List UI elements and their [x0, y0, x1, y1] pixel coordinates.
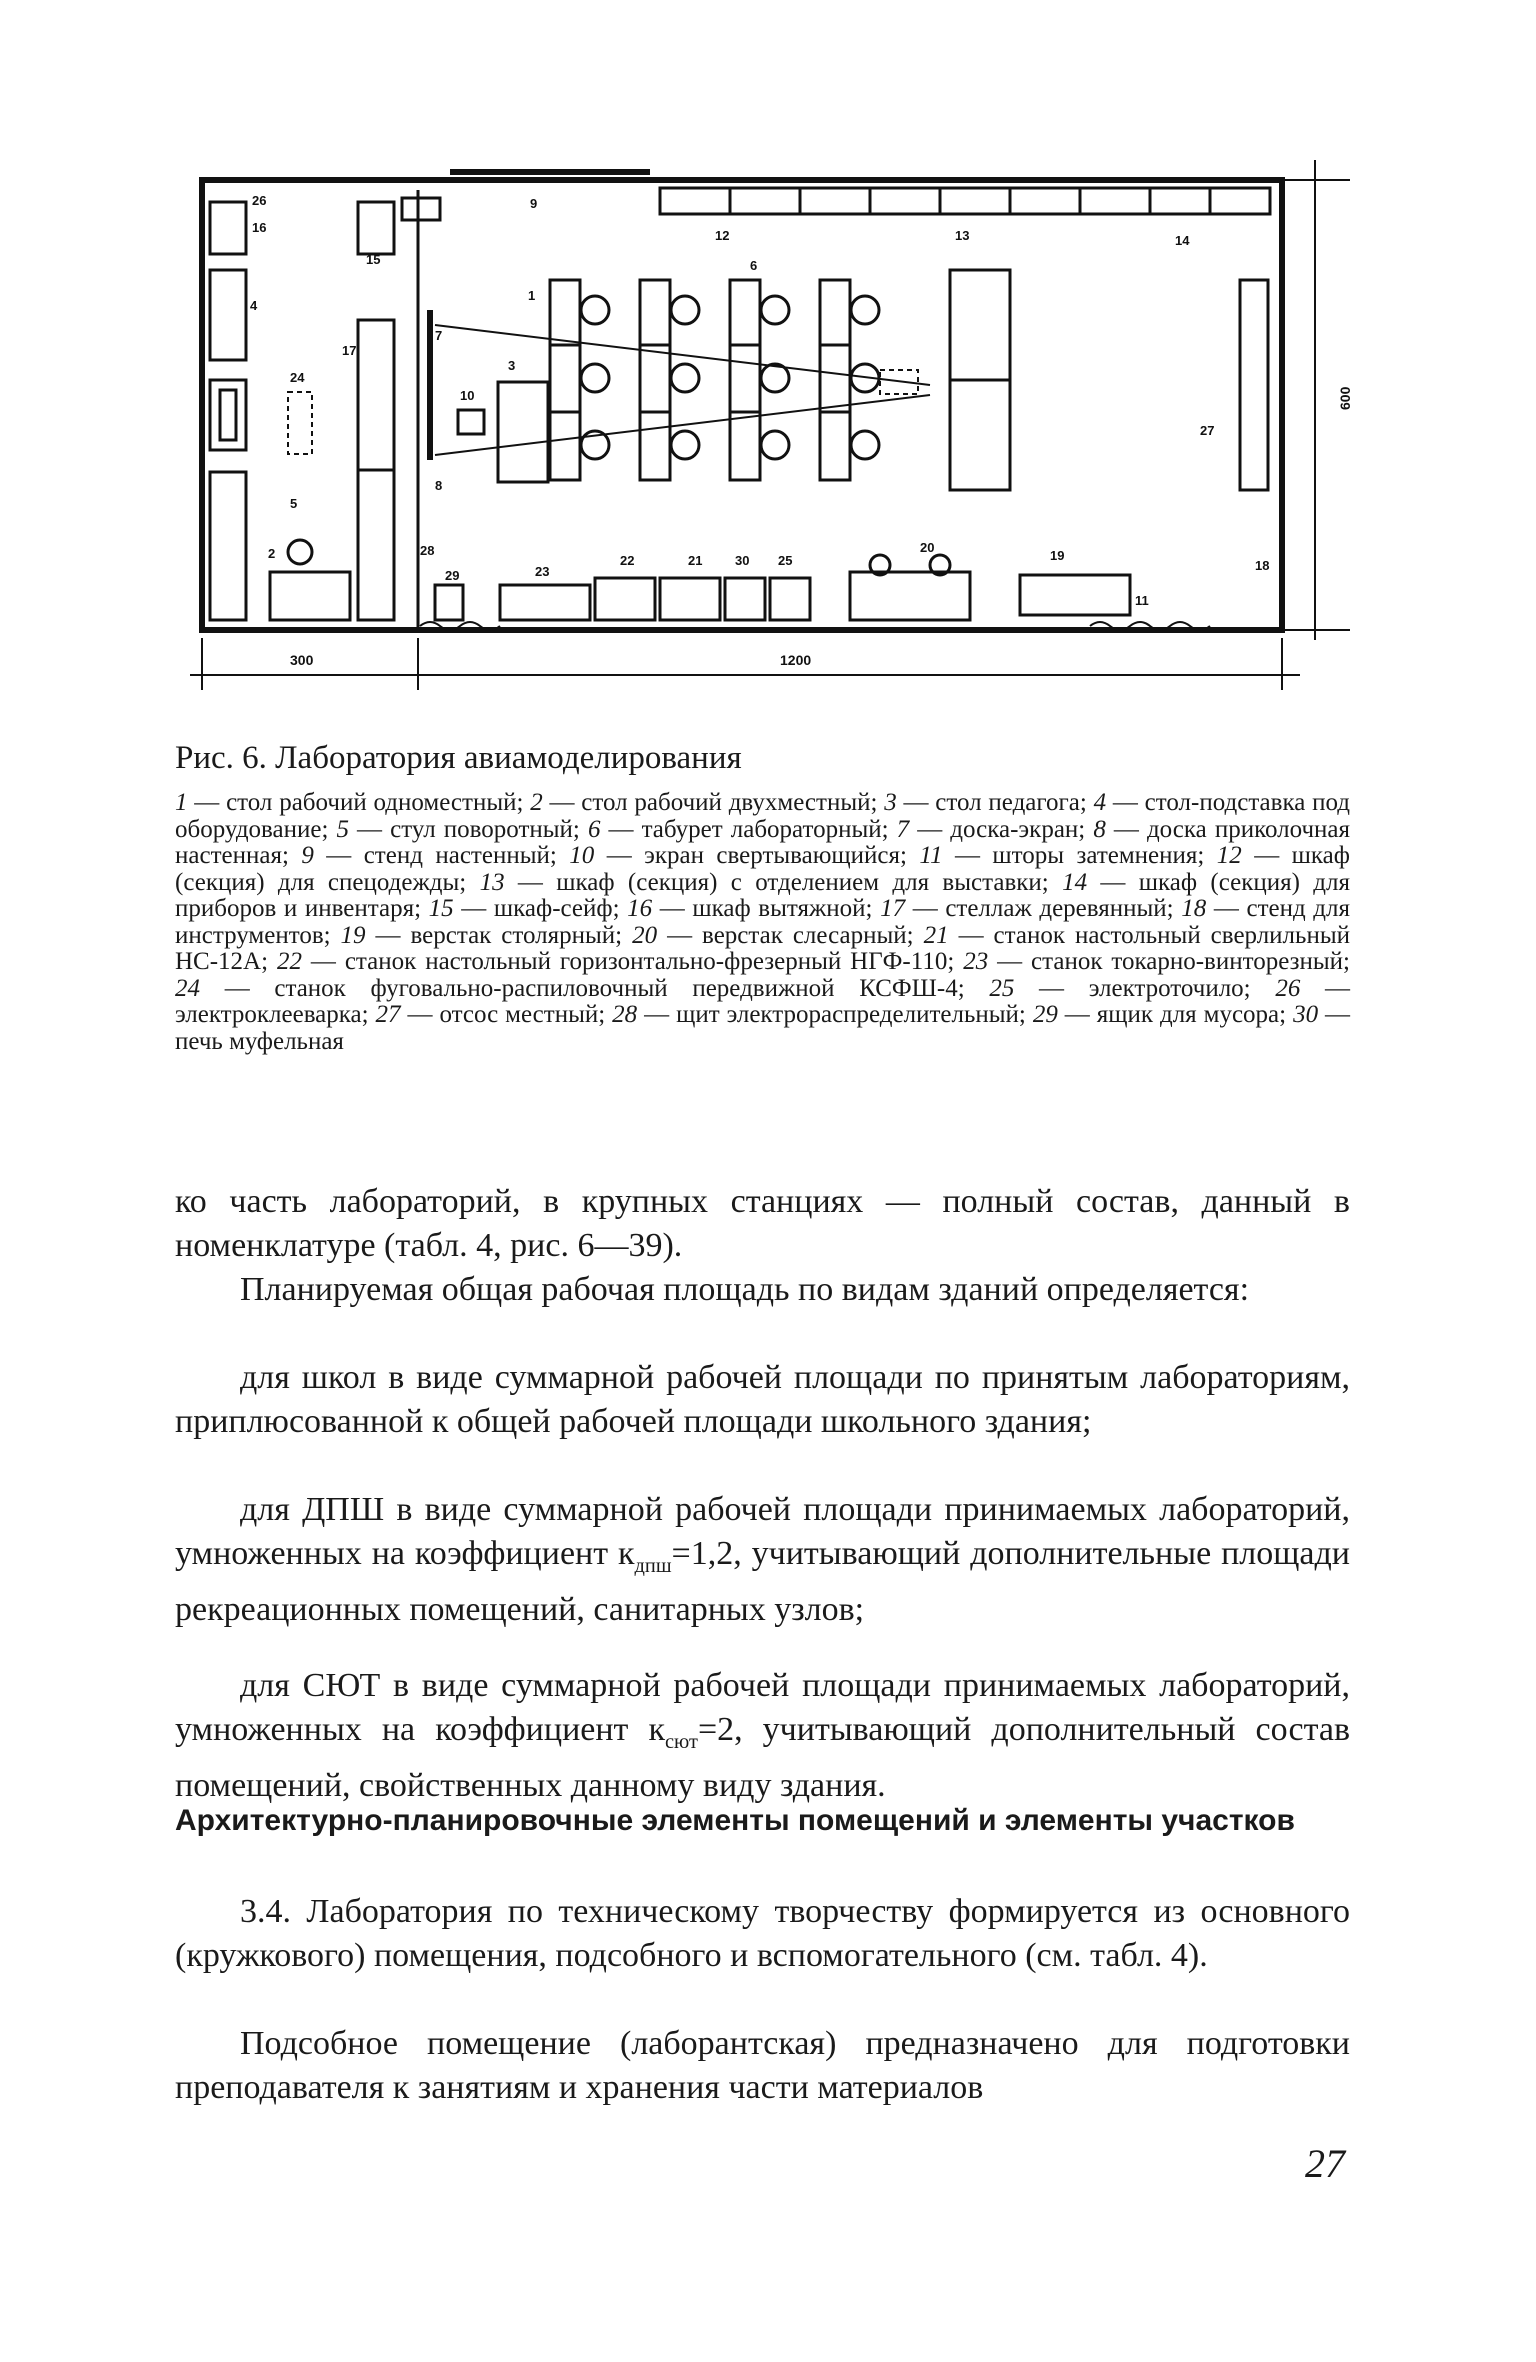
figure-label: 9 [530, 196, 538, 211]
lathe [500, 585, 590, 620]
section-heading: Архитектурно-планировочные элементы помещений и элементы участков [175, 1804, 1295, 1837]
legend-text: — верстак слесарный; [657, 921, 924, 949]
legend-text: — шкаф (секция) с отделением для выставки; [504, 868, 1063, 896]
figure-label: 30 [735, 553, 750, 568]
legend-text: — станок настольный горизонтально-фрезерный НГФ-110; [301, 948, 964, 975]
figure-label: 6 [750, 258, 758, 273]
figure-label: 23 [535, 564, 550, 579]
legend-text: — станок настольный сверлильный НС-12А; [175, 921, 1350, 975]
legend-number: 4 [1093, 789, 1107, 816]
paragraph-6: 3.4. Лаборатория по техническому творчеству формируется из основного (кружкового) помещения, подсобного и вспомогательного (см. табл. 4). [175, 1893, 1350, 1974]
legend-text: — шторы затемнения; [942, 842, 1217, 869]
electro-glue-pot [210, 202, 246, 254]
carpentry-workbench [1020, 575, 1130, 615]
legend-text: — стол-подставка под оборудование; [175, 789, 1350, 843]
legend-text: — стенд для инструментов; [175, 895, 1350, 949]
legend-text: — стол рабочий одноместный; [187, 789, 531, 816]
legend-number: 12 [1216, 842, 1242, 869]
legend-number: 28 [612, 1001, 638, 1028]
legend-number: 9 [301, 842, 314, 869]
figure-label: 3 [508, 358, 516, 373]
legend-number: 1 [175, 789, 188, 816]
figure-label: 20 [920, 540, 935, 555]
figure-label: 8 [435, 478, 443, 493]
grinder [770, 578, 810, 620]
figure-label: 18 [1255, 558, 1270, 573]
dim-600: 600 [1337, 386, 1353, 410]
legend-text: — стол педагога; [896, 789, 1094, 816]
legend-number: 20 [632, 921, 658, 949]
desk-column-2 [640, 280, 670, 480]
instrument-stand [1240, 280, 1268, 490]
legend-text: — станок токарно-винторезный; [988, 948, 1350, 975]
roll-screen [458, 410, 484, 434]
legend-text: — печь муфельная [175, 1001, 1351, 1055]
legend-text: — доска приколочная настенная; [175, 815, 1351, 869]
figure-label: 28 [420, 543, 435, 558]
figure-label: 14 [1175, 233, 1190, 248]
legend-number: 17 [880, 895, 906, 922]
legend-number: 15 [428, 895, 454, 922]
milling-machine [595, 578, 655, 620]
teacher-table [498, 382, 548, 482]
legend-number: 23 [963, 948, 989, 975]
figure-caption-title: Рис. 6. Лаборатория авиамоделирования [175, 740, 742, 776]
page-number: 27 [1305, 2141, 1345, 2186]
legend-text: — верстак столярный; [365, 921, 633, 949]
legend-text: — шкаф вытяжной; [652, 895, 881, 922]
paragraph-5: для СЮТ в виде суммарной рабочей площади принимаемых лабораторий, умноженных на коэффициент $к_{сют}=2$, учитывающий дополнительный состав помещений, свойственных данному виду здания. [175, 1667, 1350, 1804]
legend-number: 3 [884, 789, 897, 816]
figure-label: 15 [366, 252, 381, 267]
legend-text: — шкаф (секция) для приборов и инвентаря; [175, 868, 1351, 922]
legend-number: 8 [1093, 815, 1106, 843]
legend-number: 18 [1181, 895, 1207, 922]
figure-label: 2 [268, 546, 276, 561]
legend-text: — станок фуговально-распиловочный передвижной КСФШ-4; [200, 974, 990, 1002]
legend-text: — табурет лабораторный; [600, 815, 897, 843]
desk-column-4 [820, 280, 850, 480]
paragraph-4: для ДПШ в виде суммарной рабочей площади принимаемых лабораторий, умноженных на коэффициент $к_{дпш}=1,2$, учитывающий дополнительные площади рекреационных помещений, санитарных узлов; [175, 1491, 1350, 1628]
legend-text: — электроточило; [1014, 974, 1276, 1002]
figure-label: 17 [342, 343, 357, 358]
legend-text: — шкаф-сейф; [453, 895, 628, 922]
legend-number: 13 [479, 868, 505, 896]
legend-text: — шкаф (секция) для спецодежды; [175, 842, 1350, 896]
metal-workbench [850, 572, 970, 620]
legend-text: — стенд настенный; [313, 842, 570, 869]
figure-label: 24 [290, 370, 305, 385]
legend-number: 19 [340, 921, 366, 949]
paragraph-2: Планируемая общая рабочая площадь по видам зданий определяется: [240, 1271, 1250, 1308]
figure-label: 16 [252, 220, 267, 235]
drilling-machine [660, 578, 720, 620]
figure-label: 22 [620, 553, 635, 568]
legend-number: 26 [1275, 974, 1301, 1002]
figure-label: 1 [528, 288, 536, 303]
legend-number: 10 [569, 842, 595, 869]
legend-text: — доска-экран; [909, 815, 1094, 843]
fume-cupboard [358, 202, 394, 254]
desk-column-1 [550, 280, 580, 480]
trash-box [435, 585, 463, 620]
legend-number: 6 [587, 815, 601, 843]
figure-label: 25 [778, 553, 793, 568]
figure-label: 11 [1135, 593, 1149, 608]
legend-number: 24 [175, 974, 200, 1002]
legend-text: — щит электрораспределительный; [637, 1001, 1033, 1028]
figure-label: 26 [252, 193, 267, 208]
paragraph-7: Подсобное помещение (лаборантская) предназначено для подготовки преподавателя к занятиям и хранения части материалов [175, 2025, 1350, 2106]
paragraph-3: для школ в виде суммарной рабочей площади по принятым лабораториям, приплюсованной к общей рабочей площади школьного здания; [175, 1359, 1350, 1440]
figure-label: 5 [290, 496, 298, 511]
figure-label: 4 [250, 298, 258, 313]
figure-legend [175, 790, 1350, 1055]
swivel-chair [288, 540, 312, 564]
legend-number: 11 [919, 842, 943, 869]
legend-text: — ящик для мусора; [1057, 1001, 1294, 1028]
legend-text: — стол рабочий двухместный; [542, 789, 885, 816]
figure-label: 7 [435, 328, 443, 343]
safe-cabinet [402, 198, 440, 220]
dim-1200: 1200 [780, 652, 812, 668]
dim-300: 300 [290, 652, 314, 668]
figure-label: 13 [955, 228, 970, 243]
paragraph-1: ко часть лабораторий, в крупных станциях — полный состав, данный в номенклатуре (табл. 4, рис. 6—39). [175, 1183, 1350, 1264]
legend-text: — стеллаж деревянный; [905, 895, 1182, 922]
desk-column-3 [730, 280, 760, 480]
legend-number: 16 [627, 895, 653, 922]
cabinet-row [660, 188, 1270, 214]
legend-number: 21 [923, 921, 949, 949]
legend-number: 29 [1032, 1001, 1058, 1028]
legend-number: 14 [1062, 868, 1088, 896]
legend-text: — стул поворотный; [348, 815, 588, 843]
legend-number: 22 [276, 948, 302, 975]
legend-number: 7 [896, 815, 910, 843]
figure-label: 19 [1050, 548, 1065, 563]
figure-label: 29 [445, 568, 460, 583]
legend-number: 25 [989, 974, 1015, 1002]
figure-label: 27 [1200, 423, 1215, 438]
legend-number: 5 [336, 815, 349, 843]
equipment-stand [210, 270, 246, 360]
figure-label: 21 [688, 553, 703, 568]
legend-text: — экран свертывающийся; [594, 842, 920, 869]
figure-label: 12 [715, 228, 730, 243]
legend-text: — отсос местный; [400, 1001, 613, 1028]
floor-plan-figure [190, 160, 1380, 700]
legend-number: 30 [1293, 1001, 1319, 1028]
legend-number: 2 [530, 789, 543, 816]
double-table [210, 472, 246, 620]
muffle-furnace [725, 578, 765, 620]
legend-number: 27 [375, 1001, 401, 1028]
figure-label: 10 [460, 388, 475, 403]
legend-text: — электроклееварка; [175, 974, 1351, 1028]
double-table-2 [270, 572, 350, 620]
